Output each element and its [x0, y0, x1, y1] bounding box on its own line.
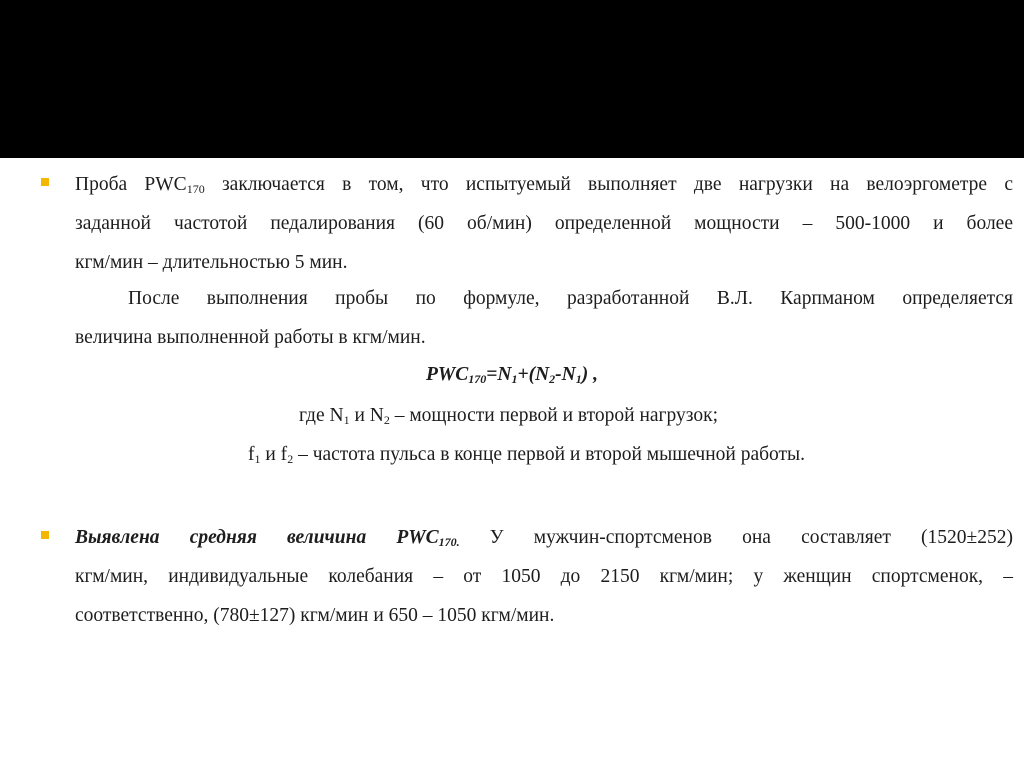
para1-line1: Проба $PWC_{170}$ заключается в том, что испытуемый выполняет две нагрузки на велоэргометре с	[75, 174, 1013, 196]
header-band	[0, 0, 1024, 158]
para3-line2: кгм/мин, индивидуальные колебания – от 1050 до 2150 кгм/мин; у женщин спортсменок, –	[75, 566, 1013, 587]
para3-line1: Выявлена средняя величина $PWC_{170.}$ У мужчин-спортсменов она составляет (1520±252)	[75, 527, 1013, 549]
paragraph-karpman	[75, 279, 1013, 357]
para2-line1: После выполнения пробы по формуле, разработанной В.Л. Карпманом определяется	[128, 288, 1013, 309]
square-bullet-icon	[41, 178, 49, 186]
paragraph-average-pwc	[75, 518, 1013, 635]
para1-line3: кгм/мин – длительностью 5 мин.	[75, 252, 348, 273]
para1-line2: заданной частотой педалирования (60 об/мин) определенной мощности – 500-1000 и более	[75, 213, 1013, 234]
formula: $PWC_{170}=N_1+(N_2-N_1)$ ,	[426, 364, 598, 386]
formula-legend-n: где $N_1$ и $N_2$ – мощности первой и второй нагрузок;	[299, 405, 719, 427]
formula-legend-f: $f_1$ и $f_2$ – частота пульса в конце первой и второй мышечной работы.	[248, 444, 806, 466]
para3-line3: соответственно, (780±127) кгм/мин и 650 – 1050 кгм/мин.	[75, 605, 555, 626]
paragraph-pwc-test	[75, 165, 1013, 282]
square-bullet-icon	[41, 531, 49, 539]
para2-line2: величина выполненной работы в кгм/мин.	[75, 327, 426, 348]
